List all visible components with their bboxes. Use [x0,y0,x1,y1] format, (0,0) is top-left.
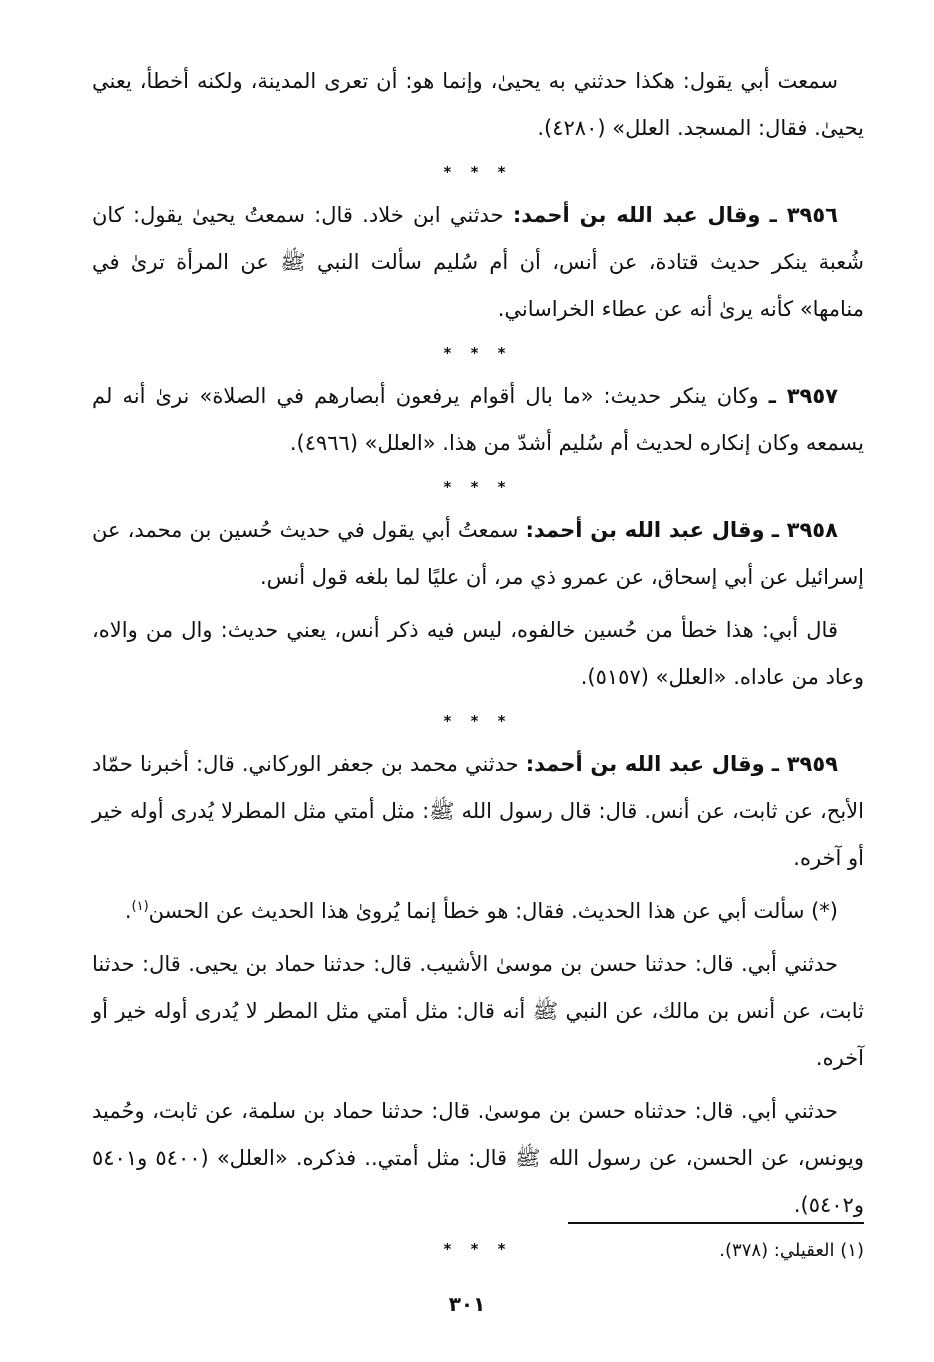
separator-stars: * * * [443,478,513,496]
paragraph-3958 [92,507,864,601]
entry-number: ٣٩٥٨ ـ [771,518,838,542]
entry-number: ٣٩٥٩ ـ [771,752,838,776]
entry-text: حدثني محمد بن جعفر الوركاني. قال: أخبرنا حمّاد الأبح، عن ثابت، عن أنس. قال: قال رسول الله ﷺ: مثل أمتي مثل المطرلا يُدرى أوله خير أو آخره. [92,752,864,870]
entry-number: ٣٩٥٧ ـ [768,384,838,408]
entry-text: سمعتُ أبي يقول في حديث حُسين بن محمد، عن إسرائيل عن أبي إسحاق، عن عمرو ذي مر، أن عليًا لما بلغه قول أنس. [92,518,864,589]
paragraph-3958-comment: قال أبي: هذا خطأ من حُسين خالفوه، ليس فيه ذكر أنس، يعني حديث: وال من والاه، وعاد من عاداه. «العلل» (٥١٥٧). [92,618,864,689]
footnote-divider [568,1222,864,1224]
paragraph-3959-question [92,888,864,935]
paragraph-1: سمعت أبي يقول: هكذا حدثني به يحيىٰ، وإنما هو: أن تعرى المدينة، ولكنه أخطأ، يعني يحيىٰ. فقال: المسجد. العلل» (٤٢٨٠). [92,69,864,140]
separator-stars: * * * [443,344,513,362]
entry-lead: وقال عبد الله بن أحمد: [512,203,761,227]
separator-stars: * * * [443,712,513,730]
entry-lead: وقال عبد الله بن أحمد: [525,752,765,776]
footnote: (١) العقيلي: (٣٧٨). [719,1240,864,1261]
paragraph-3959 [92,741,864,882]
footnote-marker: (١) [131,899,149,914]
separator-stars: * * * [443,1240,513,1258]
paragraph-3959-chain-2: حدثني أبي. قال: حدثناه حسن بن موسىٰ. قال: حدثنا حماد بن سلمة، عن ثابت، وحُميد ويونس، عن الحسن، عن رسول الله ﷺ قال: مثل أمتي.. فذكره. «العلل» (٥٤٠٠ و٥٤٠١ و٥٤٠٢). [92,1099,864,1217]
entry-lead: وقال عبد الله بن أحمد: [525,518,765,542]
entry-text: حدثني ابن خلاد. قال: سمعتُ يحيىٰ يقول: كان شُعبة ينكر حديث قتادة، عن أنس، أن أم سُليم سألت النبي ﷺ عن المرأة ترىٰ في منامها» كأنه يرىٰ أنه عن عطاء الخراساني. [92,203,864,321]
entry-number: ٣٩٥٦ ـ [769,203,838,227]
separator-stars: * * * [443,163,513,181]
entry-end: . [124,899,132,923]
paragraph-3956 [92,192,864,333]
entry-text: وكان ينكر حديث: «ما بال أقوام يرفعون أبصارهم في الصلاة» نرىٰ أنه لم يسمعه وكان إنكاره لحديث أم سُليم أشدّ من هذا. «العلل» (٤٩٦٦). [92,384,864,455]
page-body [92,58,864,1269]
page-number: ٣٠١ [448,1292,486,1316]
paragraph-3959-chain-1: حدثني أبي. قال: حدثنا حسن بن موسىٰ الأشيب. قال: حدثنا حماد بن يحيى. قال: حدثنا ثابت، عن أنس بن مالك، عن النبي ﷺ أنه قال: مثل أمتي مثل المطر لا يُدرى أوله خير أو آخره. [92,952,864,1070]
entry-text: (*) سألت أبي عن هذا الحديث. فقال: هو خطأ إنما يُروىٰ هذا الحديث عن الحسن [148,899,838,923]
paragraph-3957 [92,373,864,467]
